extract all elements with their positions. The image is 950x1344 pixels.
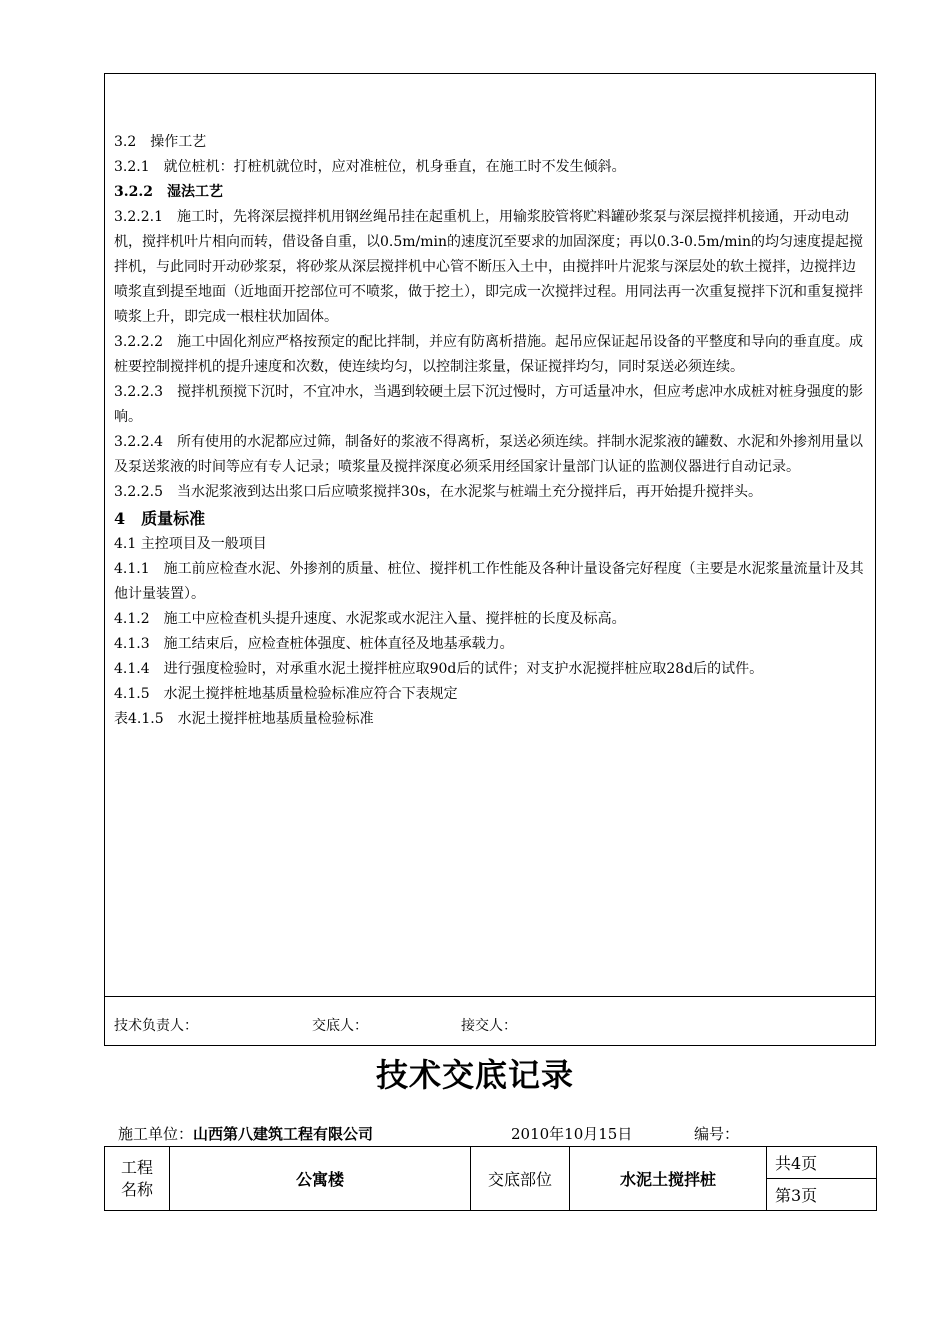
paragraph: 4.1.1 施工前应检查水泥、外掺剂的质量、桩位、搅拌机工作性能及各种计量设备完好程度（主要是水泥浆量流量计及其他计量装置）。 [114,561,864,602]
paragraph: 4.1.3 施工结束后，应检查桩体强度、桩体直径及地基承载力。 [114,636,514,652]
project-label: 工程 名称 [105,1147,170,1211]
record-content [114,130,868,732]
unit-name: 山西第八建筑工程有限公司 [193,1125,374,1143]
part-label: 交底部位 [471,1147,570,1211]
current-page: 第3页 [767,1179,877,1211]
unit-label: 施工单位： [118,1125,194,1143]
receiver-label: 接交人： [461,1018,517,1034]
section-heading: 4.1 主控项目及一般项目 [114,536,267,552]
info-table [104,1146,877,1211]
section-heading: 3.2 操作工艺 [114,134,207,150]
chapter-heading: 4 质量标准 [114,509,206,528]
paragraph: 3.2.2.3 搅拌机预搅下沉时，不宜冲水，当遇到较硬土层下沉过慢时，方可适量冲水，但应考虑冲水成桩对桩身强度的影响。 [114,384,863,425]
paragraph: 4.1.4 进行强度检验时，对承重水泥土搅拌桩应取90d后的试件；对支护水泥搅拌桩应取28d后的试件。 [114,661,764,677]
record-frame [104,73,876,1046]
part-name: 水泥土搅拌桩 [570,1147,767,1211]
presenter-label: 交底人： [312,1018,368,1034]
paragraph: 3.2.1 就位桩机：打桩机就位时，应对准桩位，机身垂直，在施工时不发生倾斜。 [114,159,626,175]
signature-row [105,996,875,1047]
section-heading: 3.2.2 湿法工艺 [114,184,223,200]
table-caption: 表4.1.5 水泥土搅拌桩地基质量检验标准 [114,711,374,727]
paragraph: 3.2.2.1 施工时，先将深层搅拌机用钢丝绳吊挂在起重机上，用输浆胶管将贮料罐砂浆泵与深层搅拌机接通，开动电动机，搅拌机叶片相向而转，借设备自重，以0.5m/min的速度沉至要求的加固深度；再以0.3-0.5m/min的均匀速度提起搅拌机，与此同时开动砂浆泵，将砂浆从深层搅拌机中心管不断压入土中，由搅拌叶片泥浆与深层处的软土搅拌，边搅拌边喷浆直到提至地面（近地面开挖部位可不喷浆，做于挖土），即完成一次搅拌过程。用同法再一次重复搅拌下沉和重复搅拌喷浆上升，即完成一根柱状加固体。 [114,209,864,325]
paragraph: 3.2.2.2 施工中固化剂应严格按预定的配比拌制，并应有防离析措施。起吊应保证起吊设备的平整度和导向的垂直度。成桩要控制搅拌机的提升速度和次数，使连续均匀，以控制注浆量，保证搅拌均匀，同时泵送必须连续。 [114,334,863,375]
paragraph: 3.2.2.5 当水泥浆液到达出浆口后应喷浆搅拌30s，在水泥浆与桩端土充分搅拌后，再开始提升搅拌头。 [114,484,762,500]
paragraph: 4.1.5 水泥土搅拌桩地基质量检验标准应符合下表规定 [114,686,458,702]
record-date: 2010年10月15日 [511,1125,633,1143]
number-label: 编号： [694,1125,740,1143]
page-title: 技术交底记录 [375,1056,574,1094]
project-name: 公寓楼 [170,1147,471,1211]
total-pages: 共4页 [767,1147,877,1179]
tech-lead-label: 技术负责人： [114,1018,198,1034]
paragraph: 4.1.2 施工中应检查机头提升速度、水泥浆或水泥注入量、搅拌桩的长度及标高。 [114,611,626,627]
construction-unit [118,1123,373,1144]
paragraph: 3.2.2.4 所有使用的水泥都应过筛，制备好的浆液不得离析，泵送必须连续。拌制水泥浆液的罐数、水泥和外掺剂用量以及泵送浆液的时间等应有专人记录；喷浆量及搅拌深度必须采用经国家计量部门认证的监测仪器进行自动记录。 [114,434,863,475]
